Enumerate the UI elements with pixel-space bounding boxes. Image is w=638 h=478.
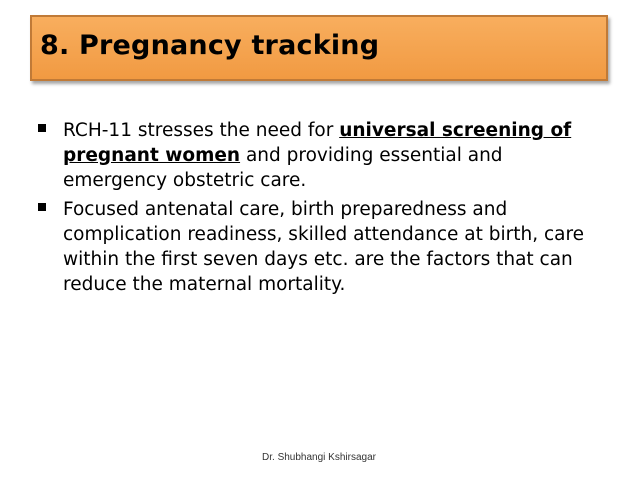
slide-title: 8. Pregnancy tracking <box>40 30 380 61</box>
bullet-text-rest: and providing essential and emergency obstetric care. <box>63 145 503 191</box>
square-bullet-icon <box>38 124 46 132</box>
footer-author: Dr. Shubhangi Kshirsagar <box>262 452 376 463</box>
bullet-list <box>38 118 603 301</box>
title-banner <box>30 15 608 81</box>
bullet-item-antenatal <box>38 197 603 297</box>
square-bullet-icon <box>38 203 46 211</box>
bullet-item-rch <box>38 118 603 193</box>
bullet-text-intro: RCH-11 stresses the need for <box>63 120 340 141</box>
bullet-text: Focused antenatal care, birth preparedness and complication readiness, skilled attendance at birth, care within the first seven days etc. are the factors that can reduce the maternal mortality. <box>63 199 585 295</box>
bullet-text-emphasis: universal screening of pregnant women <box>63 120 572 166</box>
